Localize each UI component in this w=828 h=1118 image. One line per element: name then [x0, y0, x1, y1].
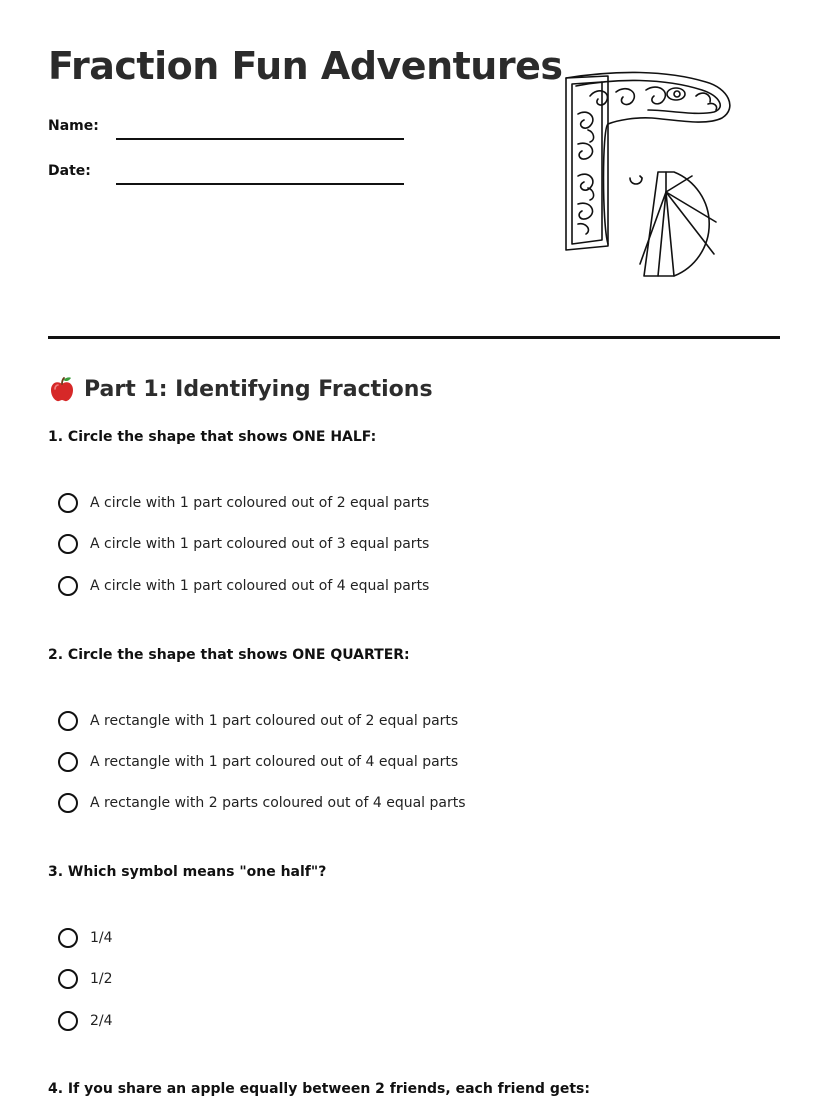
option-label: 1/2: [90, 971, 113, 987]
q3-option-1[interactable]: [58, 925, 113, 951]
part1-heading: [48, 372, 433, 406]
name-line[interactable]: [116, 138, 404, 140]
q1-option-3[interactable]: [58, 573, 429, 599]
date-line[interactable]: [116, 183, 404, 185]
option-label: A circle with 1 part coloured out of 3 equal parts: [90, 536, 430, 552]
q1-option-1[interactable]: [58, 490, 429, 516]
q2-option-2[interactable]: [58, 749, 458, 775]
option-label: A circle with 1 part coloured out of 2 equal parts: [90, 495, 430, 511]
section-divider: [48, 336, 780, 339]
radio-button[interactable]: [58, 928, 78, 948]
q2-option-1[interactable]: [58, 708, 458, 734]
date-label: Date:: [48, 163, 91, 179]
question-4: 4. If you share an apple equally between 2 friends, each friend gets:: [48, 1081, 590, 1097]
radio-button[interactable]: [58, 534, 78, 554]
radio-button[interactable]: [58, 493, 78, 513]
part1-title: Part 1: Identifying Fractions: [84, 376, 433, 402]
q3-option-3[interactable]: [58, 1008, 113, 1034]
decorative-letter-f-logo: [556, 64, 732, 284]
worksheet-title: Fraction Fun Adventures: [48, 44, 563, 88]
radio-button[interactable]: [58, 711, 78, 731]
option-label: 2/4: [90, 1013, 113, 1029]
radio-button[interactable]: [58, 1011, 78, 1031]
option-label: 1/4: [90, 930, 113, 946]
radio-button[interactable]: [58, 793, 78, 813]
option-label: A circle with 1 part coloured out of 4 equal parts: [90, 578, 430, 594]
name-label: Name:: [48, 118, 99, 134]
radio-button[interactable]: [58, 752, 78, 772]
question-1: 1. Circle the shape that shows ONE HALF:: [48, 429, 377, 445]
radio-button[interactable]: [58, 969, 78, 989]
q2-option-3[interactable]: [58, 790, 466, 816]
option-label: A rectangle with 1 part coloured out of 4 equal parts: [90, 754, 459, 770]
question-3: 3. Which symbol means "one half"?: [48, 864, 327, 880]
option-label: A rectangle with 1 part coloured out of 2 equal parts: [90, 713, 459, 729]
apple-icon: [48, 375, 76, 403]
radio-button[interactable]: [58, 576, 78, 596]
q3-option-2[interactable]: [58, 966, 113, 992]
q1-option-2[interactable]: [58, 531, 429, 557]
option-label: A rectangle with 2 parts coloured out of 4 equal parts: [90, 795, 466, 811]
question-2: 2. Circle the shape that shows ONE QUARTER:: [48, 647, 410, 663]
